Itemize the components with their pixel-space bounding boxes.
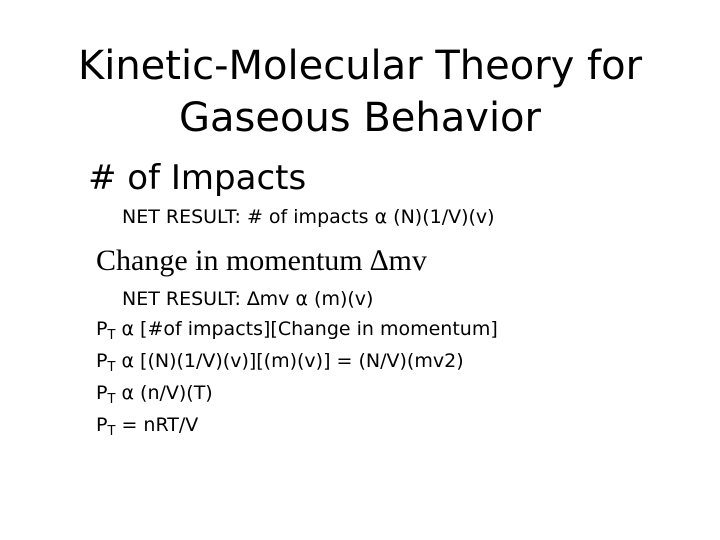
impacts-net-result: NET RESULT: # of impacts α (N)(1/V)(v) <box>122 206 495 228</box>
impacts-heading: # of Impacts <box>88 158 307 198</box>
pressure-formula-2: $P_T$ α [(N)(1/V)(v)][(m)(v)] = (N/V)(mv2) <box>96 350 464 375</box>
pressure-formula-1: $P_T$ α [#of impacts][Change in momentum] <box>96 318 498 343</box>
momentum-heading: Change in momentum ∆mv <box>96 244 427 277</box>
title-line-2: Gaseous Behavior <box>179 95 541 141</box>
slide-title <box>0 40 720 144</box>
pressure-formula-4: $P_T = nRT/V$ <box>96 414 199 439</box>
momentum-net-result: NET RESULT: ∆mv α (m)(v) <box>122 288 374 310</box>
pressure-formula-3: $P_T$ α (n/V)(T) <box>96 382 213 407</box>
title-line-1: Kinetic-Molecular Theory for <box>77 43 643 89</box>
